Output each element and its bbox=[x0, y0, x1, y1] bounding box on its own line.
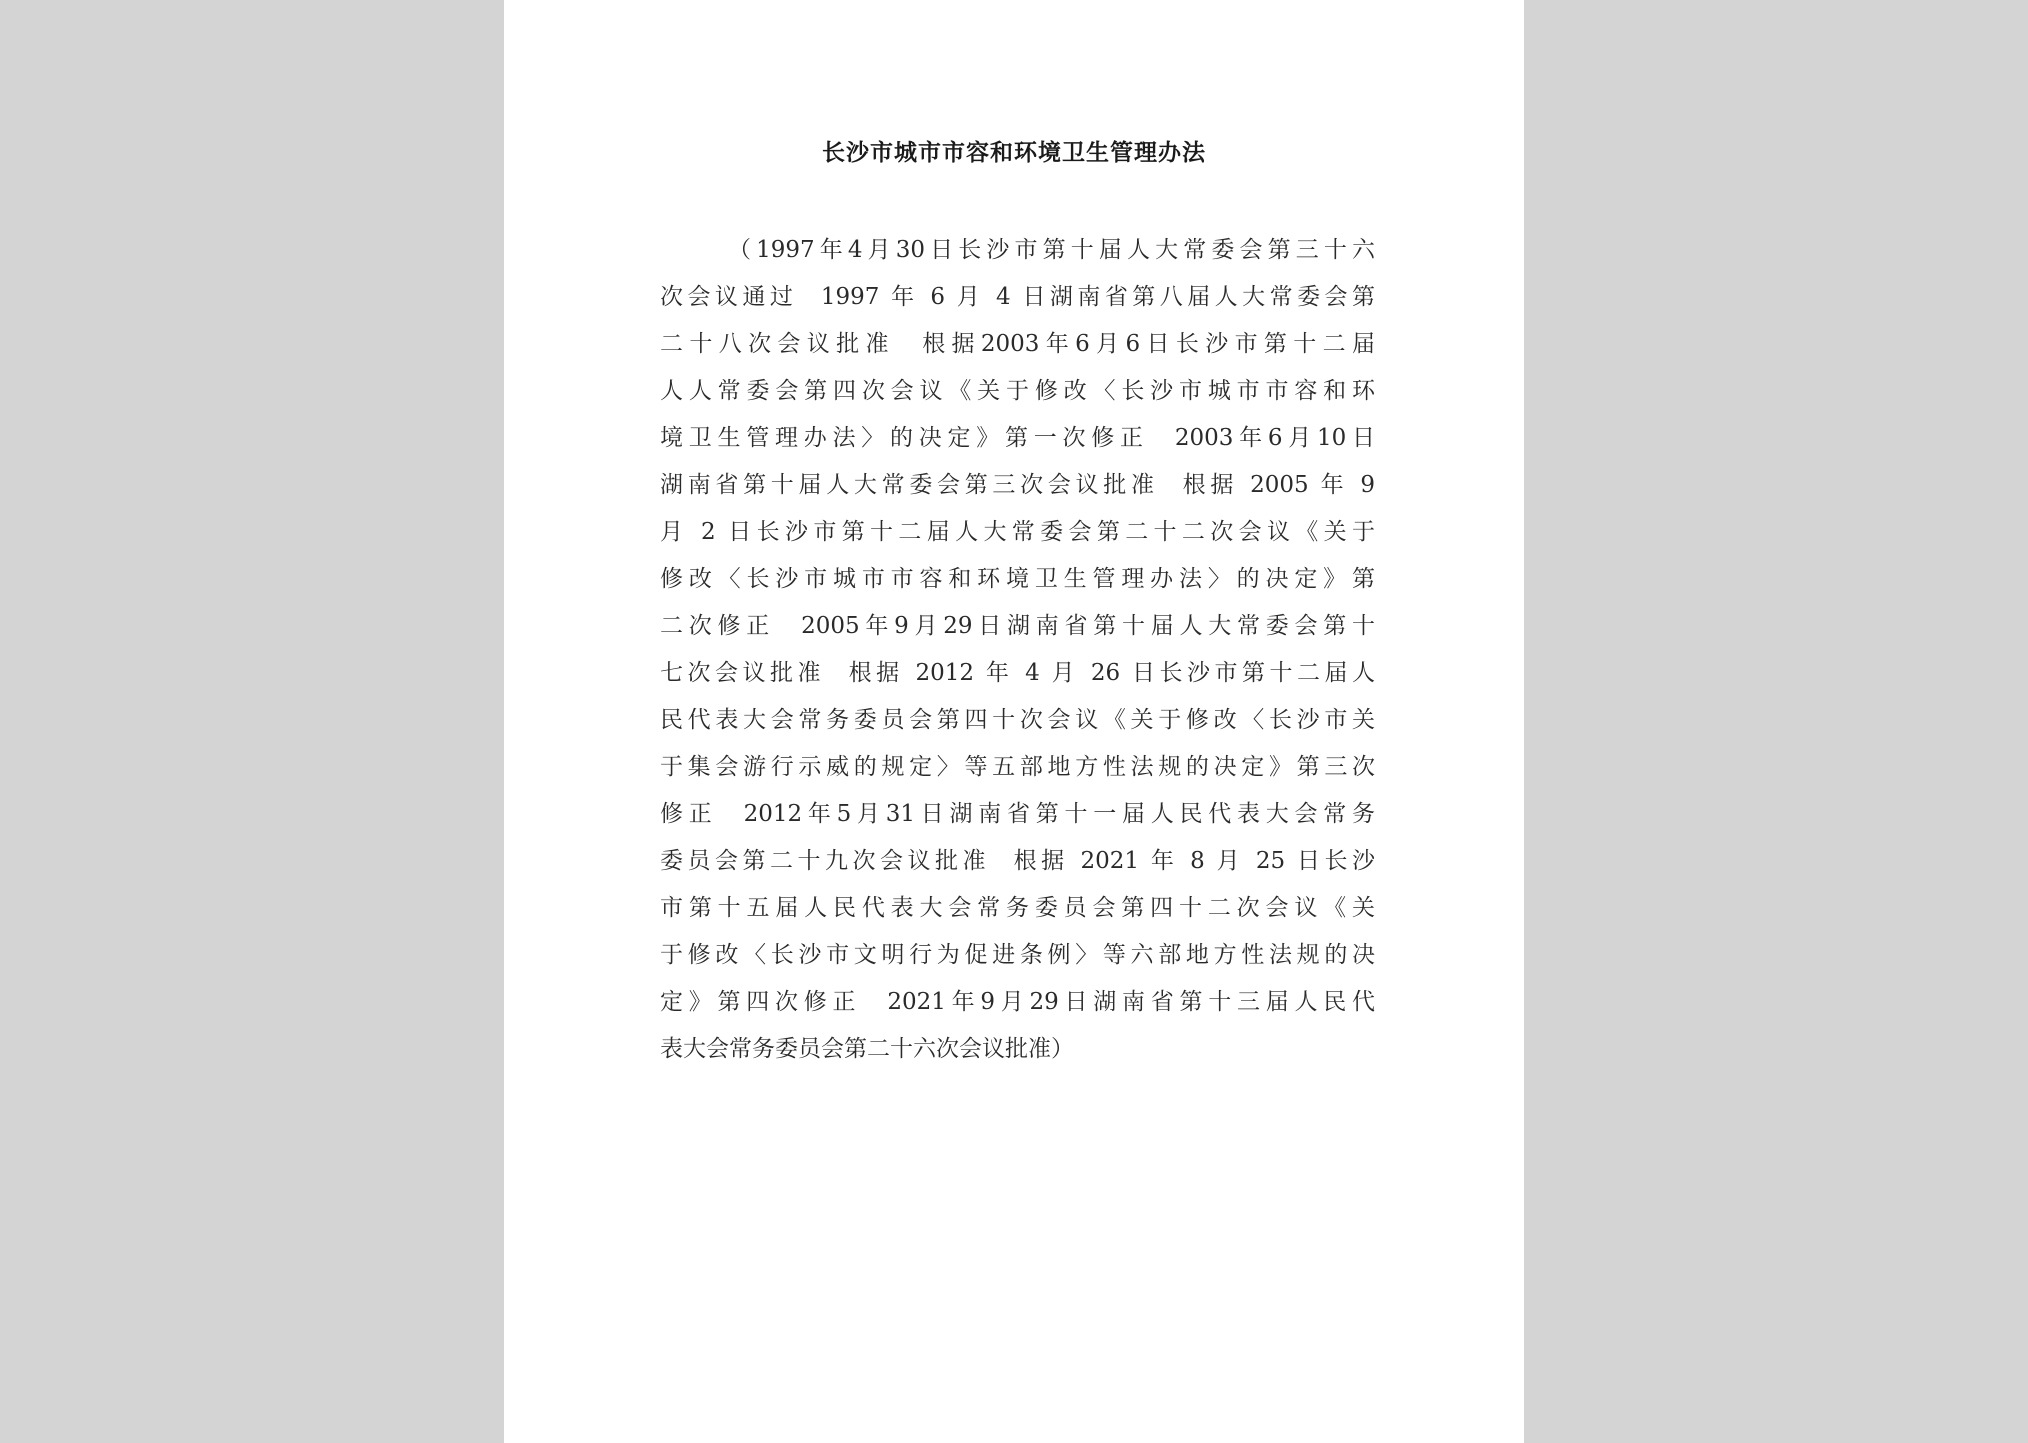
preamble-line: 次会议通过 1997 年 6 月 4 日湖南省第八届人大常委会第 bbox=[660, 284, 1375, 310]
preamble bbox=[660, 227, 1375, 1073]
preamble-line: 月 2 日长沙市第十二届人大常委会第二十二次会议《关于 bbox=[660, 519, 1375, 545]
preamble-line: 人人常委会第四次会议《关于修改〈长沙市城市市容和环 bbox=[660, 378, 1375, 404]
preamble-line: 定》第四次修正 2021年9月29日湖南省第十三届人民代 bbox=[660, 989, 1375, 1015]
preamble-line: （1997年4月30日长沙市第十届人大常委会第三十六 bbox=[728, 237, 1375, 263]
preamble-line: 修改〈长沙市城市市容和环境卫生管理办法〉的决定》第 bbox=[660, 566, 1375, 592]
preamble-line: 七次会议批准 根据 2012 年 4 月 26 日长沙市第十二届人 bbox=[660, 660, 1375, 686]
preamble-line: 二次修正 2005年9月29日湖南省第十届人大常委会第十 bbox=[660, 613, 1375, 639]
preamble-line: 于修改〈长沙市文明行为促进条例〉等六部地方性法规的决 bbox=[660, 942, 1375, 968]
preamble-line: 表大会常务委员会第二十六次会议批准） bbox=[660, 1036, 1074, 1062]
preamble-line: 修正 2012年5月31日湖南省第十一届人民代表大会常务 bbox=[660, 801, 1375, 827]
preamble-line: 湖南省第十届人大常委会第三次会议批准 根据 2005 年 9 bbox=[660, 472, 1375, 498]
preamble-line: 民代表大会常务委员会第四十次会议《关于修改〈长沙市关 bbox=[660, 707, 1375, 733]
preamble-line: 市第十五届人民代表大会常务委员会第四十二次会议《关 bbox=[660, 895, 1375, 921]
document-title: 长沙市城市市容和环境卫生管理办法 bbox=[822, 139, 1206, 166]
preamble-line: 境卫生管理办法〉的决定》第一次修正 2003年6月10日 bbox=[660, 425, 1375, 451]
preamble-line: 委员会第二十九次会议批准 根据 2021 年 8 月 25 日长沙 bbox=[660, 848, 1375, 874]
document-page bbox=[504, 0, 1524, 1443]
preamble-line: 二十八次会议批准 根据2003年6月6日长沙市第十二届 bbox=[660, 331, 1375, 357]
preamble-line: 于集会游行示威的规定〉等五部地方性法规的决定》第三次 bbox=[660, 754, 1375, 780]
